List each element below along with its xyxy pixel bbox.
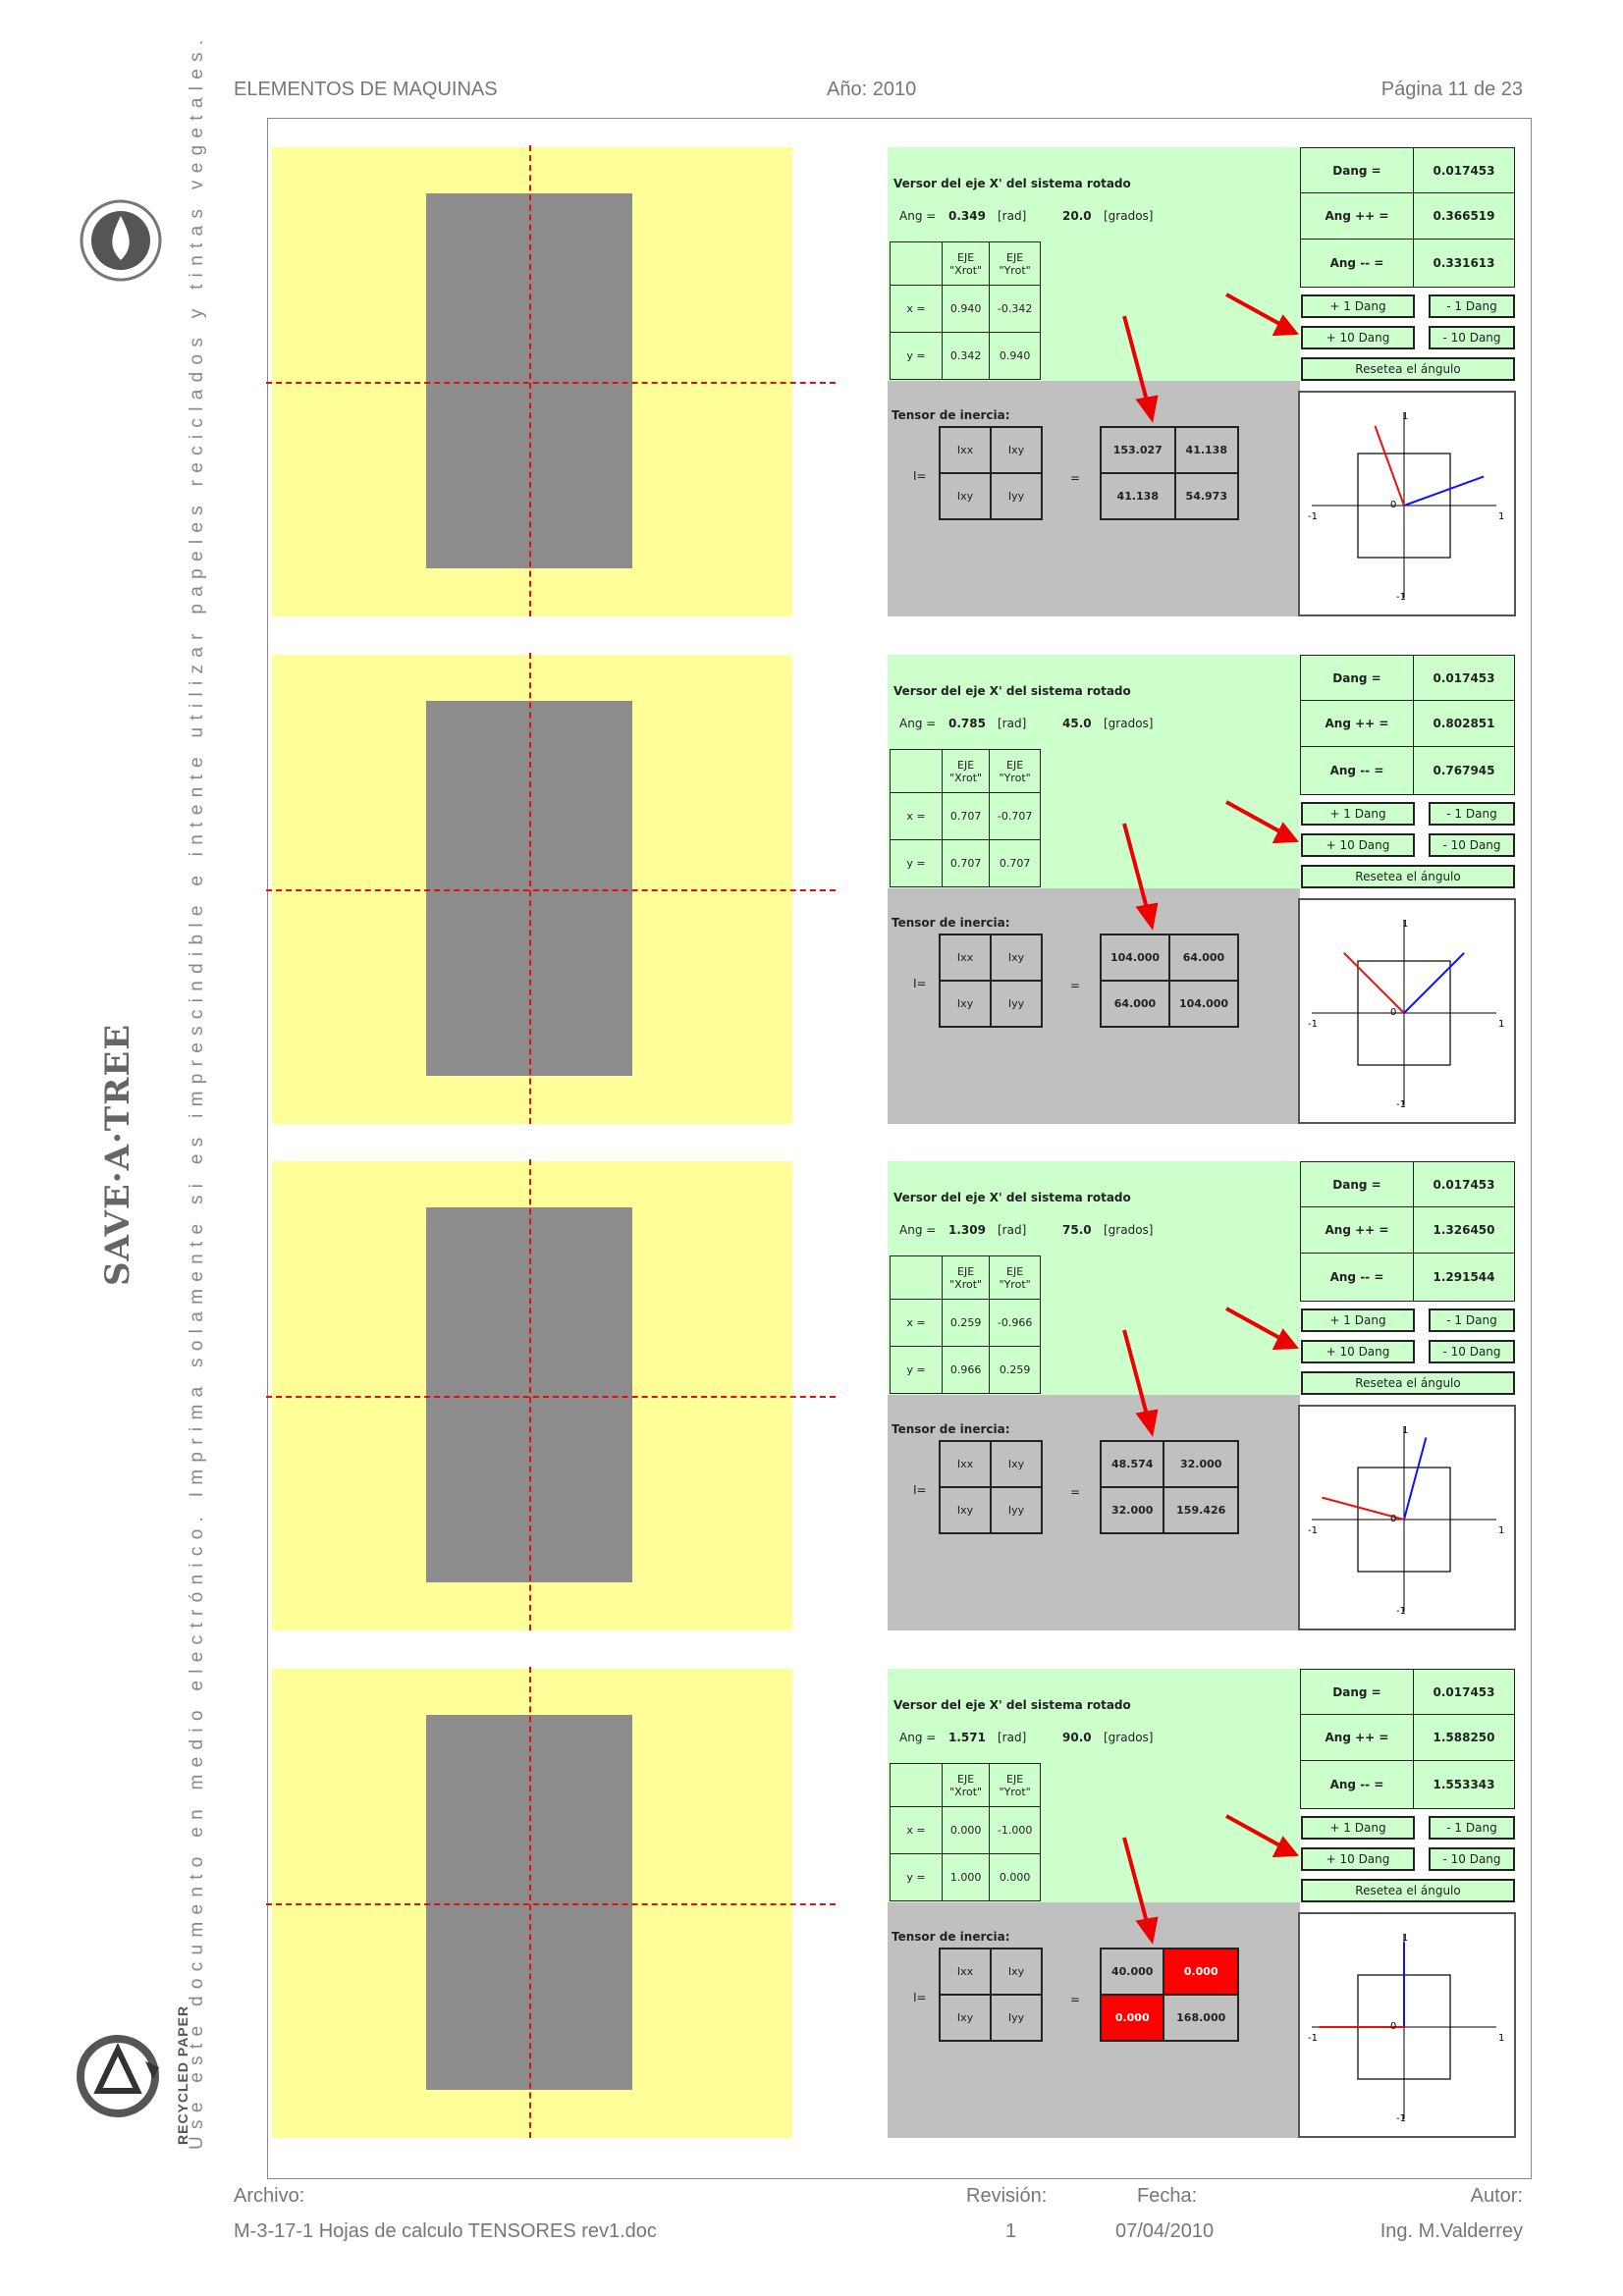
i-label: I= [913,469,927,483]
plus-1-dang-button[interactable]: + 1 Dang [1301,802,1415,826]
ixy-symbol-lower: Ixy [940,473,991,519]
x-xrot-value: 0.000 [943,1807,990,1854]
tensor-value-matrix [1100,934,1239,1028]
ixx-symbol: Ixx [940,1441,991,1487]
plot-label-top: 1 [1402,919,1409,930]
save-a-tree-logo: SAVE·A·TREE [98,1023,137,1286]
grados-unit: [grados] [1104,1223,1154,1237]
tensor-symbol-matrix [939,426,1043,520]
y-xrot-value: 1.000 [943,1854,990,1901]
ixx-symbol: Ixx [940,427,991,473]
minus-10-dang-button[interactable]: - 10 Dang [1429,1340,1515,1363]
tensor-title: Tensor de inercia: [892,1422,1010,1436]
ang-deg-value: 75.0 [1062,1223,1092,1237]
tensor-symbol-matrix [939,934,1043,1028]
plot-label-bottom: -1 [1396,1606,1406,1617]
y-axis-line [529,145,531,616]
iyy-symbol: Iyy [991,1487,1042,1533]
iyy-value: 168.000 [1163,1995,1238,2041]
plot-label-top: 1 [1402,411,1409,422]
equals-sign: = [1070,471,1081,485]
x-row-label: x = [891,1807,943,1854]
tensor-title: Tensor de inercia: [892,916,1010,930]
plus-1-dang-button[interactable]: + 1 Dang [1301,294,1415,318]
angmm-value: 1.291544 [1413,1253,1515,1302]
plot-label-right: 1 [1498,1525,1505,1536]
tensor-panel [272,655,1529,1126]
recycled-paper-text: RECYCLED PAPER [175,2004,190,2145]
rotation-info-area [888,1161,1300,1395]
minus-10-dang-button[interactable]: - 10 Dang [1429,326,1515,349]
versor-corner-cell [891,1764,943,1807]
tensor-value-matrix [1100,1948,1239,2042]
versor-table [890,241,1041,380]
y-row-label: y = [891,1854,943,1901]
angpp-value: 0.366519 [1413,192,1515,240]
ixy-value: 41.138 [1175,427,1238,473]
section-drawing [272,1161,792,1630]
header-center: Año: 2010 [827,79,917,100]
eje-yrot-header: EJE "Yrot" [990,750,1041,793]
footer-archivo-label: Archivo: [234,2185,305,2207]
eje-xrot-header: EJE "Xrot" [943,1764,990,1807]
minus-1-dang-button[interactable]: - 1 Dang [1429,294,1515,318]
iyy-symbol: Iyy [991,473,1042,519]
versor-table [890,749,1041,887]
yrot-vector [1375,426,1404,506]
angpp-label: Ang ++ = [1300,700,1414,747]
footer-autor-value: Ing. M.Valderrey [1380,2220,1523,2242]
tensor-value-matrix [1100,1440,1239,1534]
header-left: ELEMENTOS DE MAQUINAS [234,79,498,100]
tensor-area [888,888,1300,1124]
rotation-info-area [888,1669,1300,1902]
y-xrot-value: 0.707 [943,840,990,887]
iyy-value: 54.973 [1175,473,1238,519]
dang-label: Dang = [1300,147,1414,193]
reset-angle-button[interactable]: Resetea el ángulo [1301,357,1515,381]
angpp-label: Ang ++ = [1300,192,1414,240]
footer-fecha-label: Fecha: [1137,2185,1198,2207]
versor-title: Versor del eje X' del sistema rotado [893,1698,1131,1712]
y-axis-line [529,1159,531,1630]
eje-xrot-header: EJE "Xrot" [943,1256,990,1300]
versor-corner-cell [891,750,943,793]
y-yrot-value: 0.707 [990,840,1041,887]
iyy-symbol: Iyy [991,981,1042,1027]
versor-corner-cell [891,1256,943,1300]
rotation-plot [1298,1912,1516,2138]
xrot-vector [1404,953,1464,1013]
ixx-value: 153.027 [1101,427,1175,473]
plot-label-bottom: -1 [1396,1099,1406,1110]
ixy-symbol: Ixy [991,934,1042,981]
ang-rad-value: 0.785 [948,717,986,730]
y-xrot-value: 0.342 [943,333,990,380]
y-row-label: y = [891,840,943,887]
grados-unit: [grados] [1104,209,1154,223]
x-yrot-value: -0.966 [990,1300,1041,1347]
angpp-value: 1.588250 [1413,1714,1515,1761]
ixy-symbol: Ixy [991,427,1042,473]
ang-label: Ang = [899,717,937,730]
dang-value: 0.017453 [1413,655,1515,701]
sidebar-notice: Use este documento en medio electrónico. Imprima solamente si es imprescindible e intente utilizar papeles reciclados y tintas vegetales. [187,32,207,2150]
plus-10-dang-button[interactable]: + 10 Dang [1301,1847,1415,1871]
versor-corner-cell [891,242,943,286]
tensor-value-matrix [1100,426,1239,520]
ixx-value: 48.574 [1101,1441,1163,1487]
dang-value: 0.017453 [1413,147,1515,193]
minus-10-dang-button[interactable]: - 10 Dang [1429,1847,1515,1871]
dang-label: Dang = [1300,1669,1414,1715]
x-row-label: x = [891,1300,943,1347]
x-yrot-value: -0.707 [990,793,1041,840]
xrot-vector [1404,1437,1426,1520]
dang-label: Dang = [1300,655,1414,701]
plot-label-zero: 0 [1390,1514,1397,1524]
angmm-label: Ang -- = [1300,1760,1414,1809]
plot-label-left: -1 [1308,1525,1318,1536]
iyx-value: 64.000 [1101,981,1169,1027]
ang-label: Ang = [899,1223,937,1237]
angmm-value: 0.767945 [1413,746,1515,795]
angmm-value: 0.331613 [1413,239,1515,288]
y-row-label: y = [891,1347,943,1394]
rotation-plot [1298,898,1516,1124]
ixy-symbol-lower: Ixy [940,1487,991,1533]
eje-xrot-header: EJE "Xrot" [943,750,990,793]
ang-rad-value: 1.571 [948,1731,986,1744]
minus-10-dang-button[interactable]: - 10 Dang [1429,833,1515,857]
plot-label-top: 1 [1402,1933,1409,1944]
x-xrot-value: 0.940 [943,286,990,333]
reset-angle-button[interactable]: Resetea el ángulo [1301,1371,1515,1395]
recycle-logo [69,2022,167,2130]
versor-title: Versor del eje X' del sistema rotado [893,1191,1131,1204]
plot-label-bottom: -1 [1396,2113,1406,2124]
ixy-symbol-lower: Ixy [940,1995,991,2041]
ixy-value: 32.000 [1163,1441,1238,1487]
tensor-title: Tensor de inercia: [892,408,1010,422]
plot-label-left: -1 [1308,2033,1318,2044]
y-axis-line [529,1667,531,2138]
ixx-symbol: Ixx [940,1949,991,1995]
iyx-value: 32.000 [1101,1487,1163,1533]
equals-sign: = [1070,979,1081,992]
x-axis-line [266,1396,836,1398]
plus-10-dang-button[interactable]: + 10 Dang [1301,326,1415,349]
y-row-label: y = [891,333,943,380]
x-yrot-value: -1.000 [990,1807,1041,1854]
plot-label-zero: 0 [1390,500,1397,510]
tensor-title: Tensor de inercia: [892,1930,1010,1944]
plot-label-zero: 0 [1390,1007,1397,1018]
iyy-symbol: Iyy [991,1995,1042,2041]
x-axis-line [266,1903,836,1905]
section-drawing [272,1669,792,2138]
ixy-value: 64.000 [1169,934,1238,981]
plot-label-left: -1 [1308,511,1318,522]
footer-autor-label: Autor: [1470,2185,1523,2207]
x-yrot-value: -0.342 [990,286,1041,333]
rad-unit: [rad] [998,1223,1027,1237]
x-axis-line [266,889,836,891]
i-label: I= [913,1991,927,2004]
rad-unit: [rad] [998,209,1027,223]
x-axis-line [266,382,836,384]
angpp-value: 0.802851 [1413,700,1515,747]
rotation-info-area [888,655,1300,888]
rad-unit: [rad] [998,717,1027,730]
ang-label: Ang = [899,1731,937,1744]
ang-label: Ang = [899,209,937,223]
ang-deg-value: 20.0 [1062,209,1092,223]
minus-1-dang-button[interactable]: - 1 Dang [1429,802,1515,826]
footer-revision-value: 1 [1005,2220,1017,2242]
rotation-info-area [888,147,1300,381]
tensor-panel [272,1161,1529,1632]
angpp-label: Ang ++ = [1300,1206,1414,1254]
eje-yrot-header: EJE "Yrot" [990,1764,1041,1807]
y-yrot-value: 0.259 [990,1347,1041,1394]
y-xrot-value: 0.966 [943,1347,990,1394]
ang-rad-value: 1.309 [948,1223,986,1237]
reset-angle-button[interactable]: Resetea el ángulo [1301,865,1515,888]
angmm-label: Ang -- = [1300,1253,1414,1302]
reset-angle-button[interactable]: Resetea el ángulo [1301,1879,1515,1902]
x-xrot-value: 0.259 [943,1300,990,1347]
section-drawing [272,147,792,616]
equals-sign: = [1070,1485,1081,1499]
plot-label-right: 1 [1498,1019,1505,1030]
footer-archivo-value: M-3-17-1 Hojas de calculo TENSORES rev1.doc [234,2220,657,2242]
plot-label-right: 1 [1498,2033,1505,2044]
equals-sign: = [1070,1993,1081,2006]
dang-label: Dang = [1300,1161,1414,1207]
versor-table [890,1255,1041,1394]
footer-fecha-value: 07/04/2010 [1115,2220,1215,2242]
versor-table [890,1763,1041,1901]
angmm-label: Ang -- = [1300,239,1414,288]
ixx-value: 104.000 [1101,934,1169,981]
eje-yrot-header: EJE "Yrot" [990,1256,1041,1300]
plot-label-bottom: -1 [1396,592,1406,603]
plot-label-right: 1 [1498,511,1505,522]
tensor-panel [272,147,1529,618]
yrot-vector [1344,953,1404,1013]
tensor-area [888,1395,1300,1630]
plus-1-dang-button[interactable]: + 1 Dang [1301,1816,1415,1840]
ixy-symbol-lower: Ixy [940,981,991,1027]
ink-logo [77,187,165,294]
ixy-value: 0.000 [1163,1949,1238,1995]
plus-1-dang-button[interactable]: + 1 Dang [1301,1308,1415,1332]
angpp-value: 1.326450 [1413,1206,1515,1254]
ixx-value: 40.000 [1101,1949,1163,1995]
iyx-value: 0.000 [1101,1995,1163,2041]
x-row-label: x = [891,286,943,333]
plot-label-left: -1 [1308,1019,1318,1030]
plus-10-dang-button[interactable]: + 10 Dang [1301,1340,1415,1363]
y-axis-line [529,653,531,1124]
tensor-symbol-matrix [939,1440,1043,1534]
iyx-value: 41.138 [1101,473,1175,519]
rad-unit: [rad] [998,1731,1027,1744]
minus-1-dang-button[interactable]: - 1 Dang [1429,1816,1515,1840]
tensor-panel [272,1669,1529,2140]
tensor-area [888,381,1300,616]
grados-unit: [grados] [1104,717,1154,730]
plot-label-zero: 0 [1390,2021,1397,2032]
tensor-symbol-matrix [939,1948,1043,2042]
versor-title: Versor del eje X' del sistema rotado [893,684,1131,698]
i-label: I= [913,1483,927,1497]
xrot-vector [1404,476,1484,506]
ang-rad-value: 0.349 [948,209,986,223]
dang-value: 0.017453 [1413,1161,1515,1207]
ang-deg-value: 45.0 [1062,717,1092,730]
rotation-plot [1298,1405,1516,1630]
angmm-label: Ang -- = [1300,746,1414,795]
iyy-value: 104.000 [1169,981,1238,1027]
i-label: I= [913,977,927,990]
ang-deg-value: 90.0 [1062,1731,1092,1744]
iyy-value: 159.426 [1163,1487,1238,1533]
x-xrot-value: 0.707 [943,793,990,840]
tensor-area [888,1902,1300,2138]
angmm-value: 1.553343 [1413,1760,1515,1809]
x-row-label: x = [891,793,943,840]
y-yrot-value: 0.000 [990,1854,1041,1901]
section-drawing [272,655,792,1124]
versor-title: Versor del eje X' del sistema rotado [893,177,1131,190]
eje-yrot-header: EJE "Yrot" [990,242,1041,286]
grados-unit: [grados] [1104,1731,1154,1744]
rotation-plot [1298,391,1516,616]
angpp-label: Ang ++ = [1300,1714,1414,1761]
ixx-symbol: Ixx [940,934,991,981]
ixy-symbol: Ixy [991,1441,1042,1487]
minus-1-dang-button[interactable]: - 1 Dang [1429,1308,1515,1332]
header-right: Página 11 de 23 [1380,79,1523,100]
plot-label-top: 1 [1402,1425,1409,1436]
dang-value: 0.017453 [1413,1669,1515,1715]
plus-10-dang-button[interactable]: + 10 Dang [1301,833,1415,857]
ixy-symbol: Ixy [991,1949,1042,1995]
eje-xrot-header: EJE "Xrot" [943,242,990,286]
footer-revision-label: Revisión: [966,2185,1048,2207]
y-yrot-value: 0.940 [990,333,1041,380]
